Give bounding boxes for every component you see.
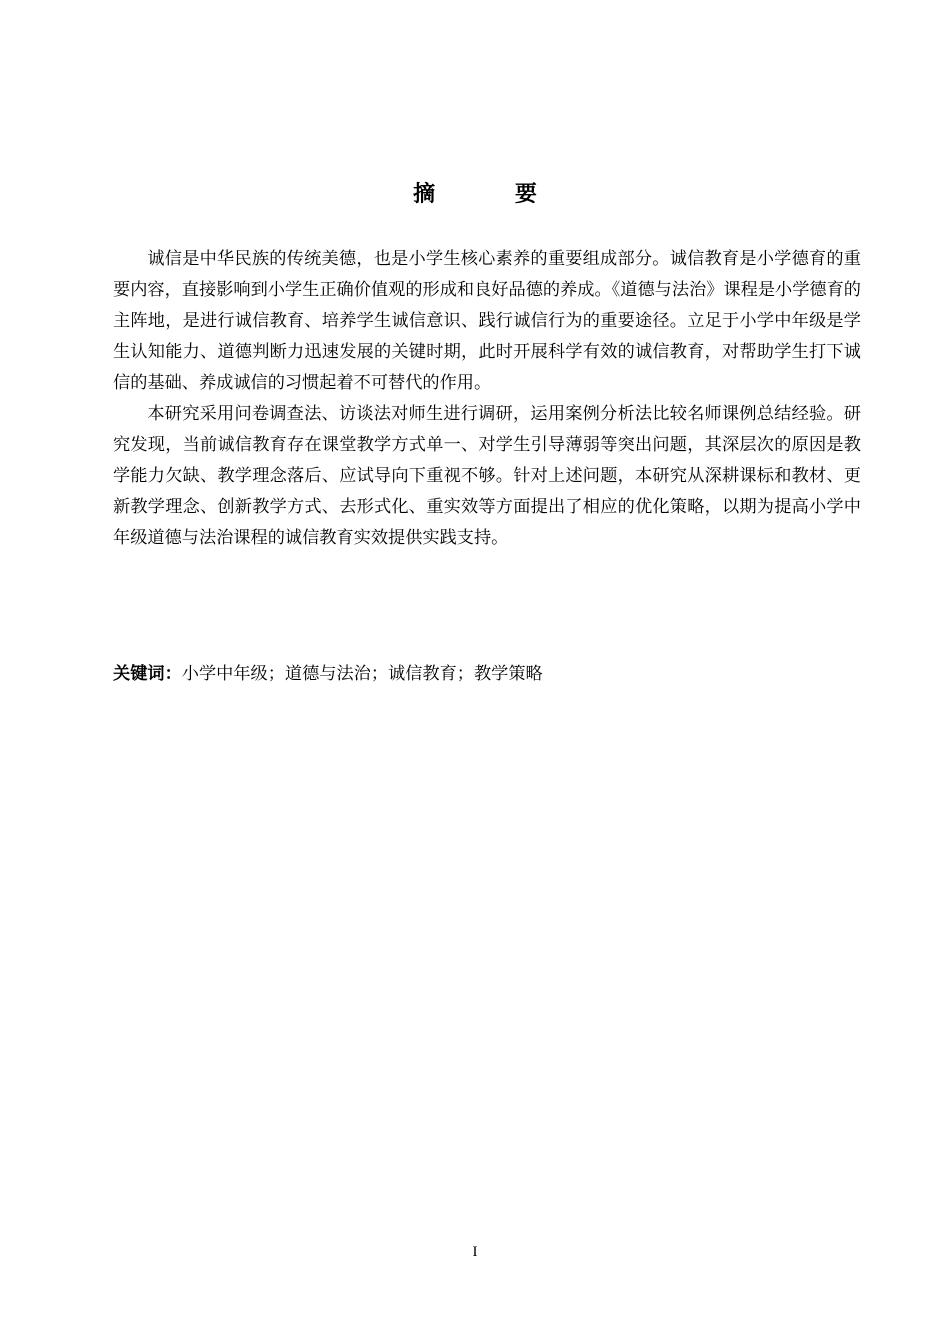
abstract-paragraph-1: 诚信是中华民族的传统美德，也是小学生核心素养的重要组成部分。诚信教育是小学德育的重要内容，直接影响到小学生正确价值观的形成和良好品德的养成。《道德与法治》课程是小学德育的主阵地，是进行诚信教育、培养学生诚信意识、践行诚信行为的重要途径。立足于小学中年级是学生认知能力、道德判断力迅速发展的关键时期，此时开展科学有效的诚信教育，对帮助学生打下诚信的基础、养成诚信的习惯起着不可替代的作用。 (113, 249, 861, 393)
abstract-body (113, 244, 861, 554)
keywords-label: 关键词： (113, 664, 182, 684)
keywords-list: 小学中年级；道德与法治；诚信教育；教学策略 (181, 664, 543, 684)
abstract-paragraph-2: 本研究采用问卷调查法、访谈法对师生进行调研，运用案例分析法比较名师课例总结经验。研究发现，当前诚信教育存在课堂教学方式单一、对学生引导薄弱等突出问题，其深层次的原因是教学能力欠缺、教学理念落后、应试导向下重视不够。针对上述问题，本研究从深耕课标和教材、更新教学理念、创新教学方式、去形式化、重实效等方面提出了相应的优化策略，以期为提高小学中年级道德与法治课程的诚信教育实效提供实践支持。 (113, 404, 861, 548)
page-title: 摘 要 (413, 182, 573, 207)
keywords-line (113, 659, 861, 690)
page-number: I (472, 1244, 478, 1260)
